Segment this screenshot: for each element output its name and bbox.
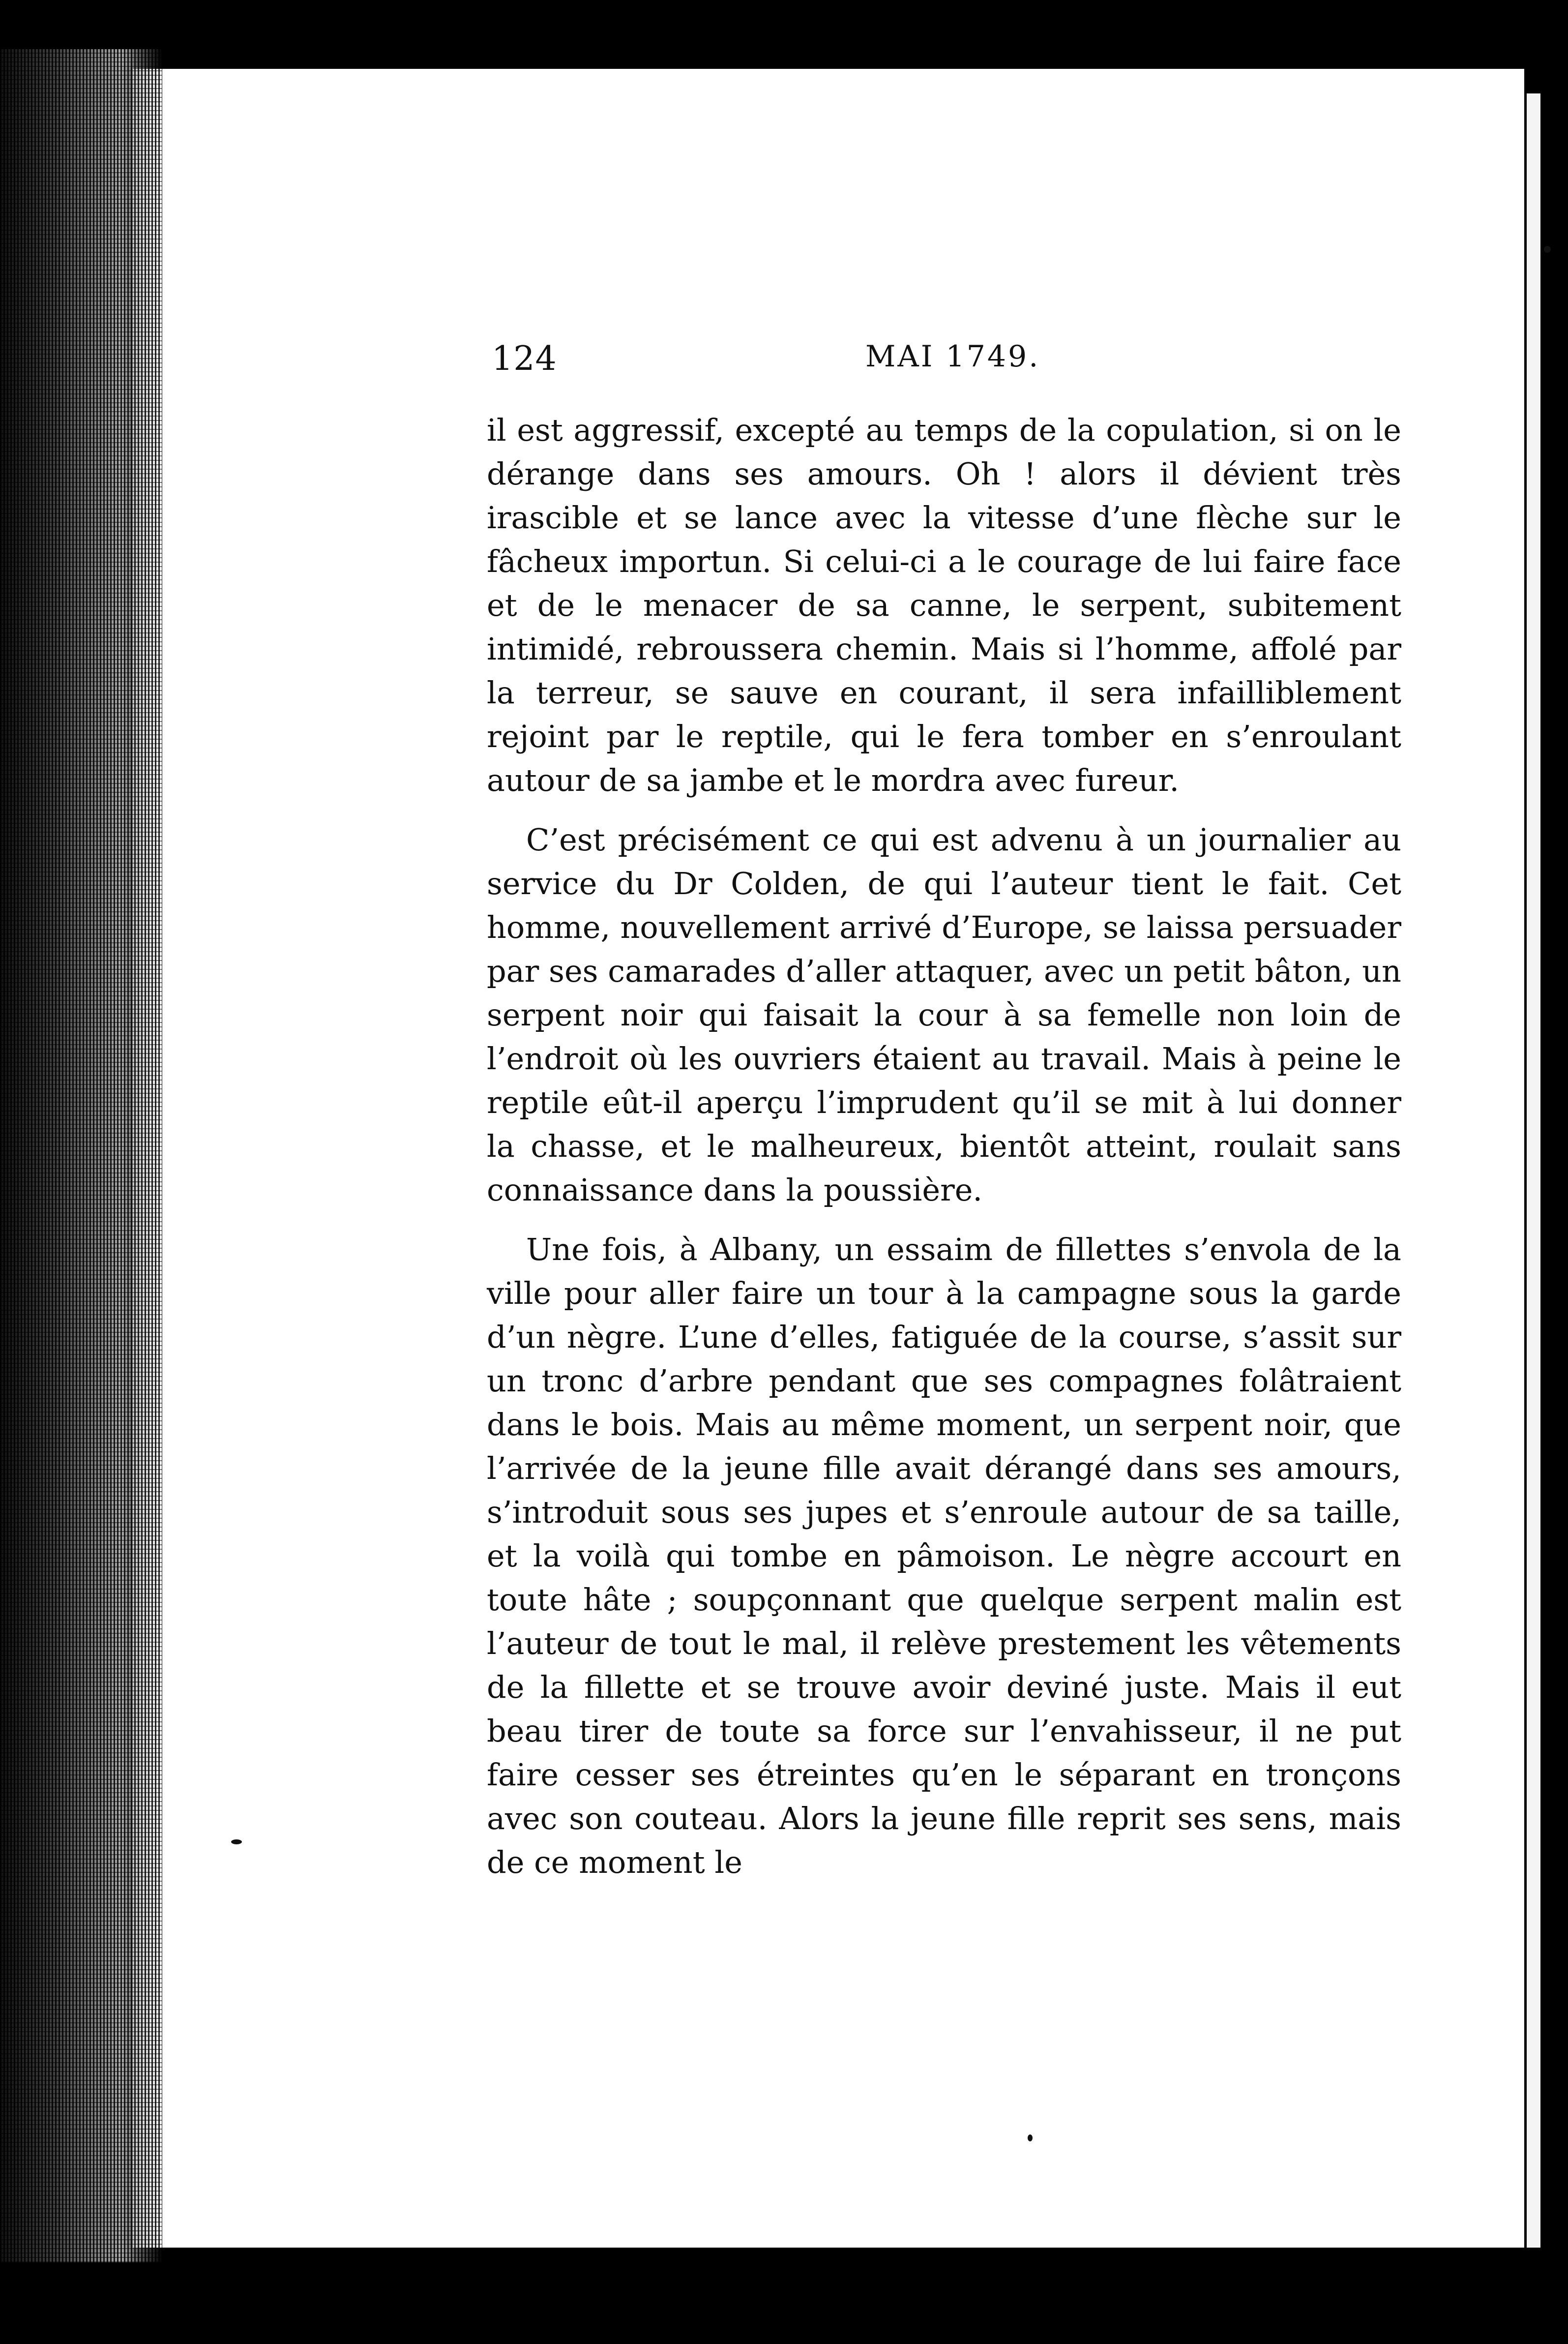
paragraph: Une fois, à Albany, un essaim de fillettes s’envola de la ville pour aller faire un tour à la campagne sous la garde d’un nègre. L’une d’elles, fatiguée de la course, s’assit sur un tronc d’arbre pendant que ses compagnes folâtraient dans le bois. Mais au même moment, un serpent noir, que l’arrivée de la jeune fille avait dérangé dans ses amours, s’introduit sous ses jupes et s’enroule autour de sa taille, et la voilà qui tombe en pâmoison. Le nègre accourt en toute hâte ; soupçonnant que quelque serpent malin est l’auteur de tout le mal, il relève prestement les vêtements de la fillette et se trouve avoir deviné juste. Mais il eut beau tirer de toute sa force sur l’envahisseur, il ne put faire cesser ses étreintes qu’en le séparant en tronçons avec son couteau. Alors la jeune fille reprit ses sens, mais de ce moment le	[487, 1232, 1401, 1880]
ink-speck	[231, 1839, 242, 1844]
page-number: 124	[492, 339, 557, 378]
paragraph: C’est précisément ce qui est advenu à un journalier au service du Dr Colden, de qui l’auteur tient le fait. Cet homme, nouvellement arrivé d’Europe, se laissa persuader par ses camarades d’aller attaquer, avec un petit bâton, un serpent noir qui faisait la cour à sa femelle non loin de l’endroit où les ouvriers étaient au travail. Mais à peine le reptile eût-il aperçu l’imprudent qu’il se mit à lui donner la chasse, et le malheureux, bientôt atteint, roulait sans connaissance dans la poussière.	[487, 822, 1401, 1208]
ink-speck	[1028, 2134, 1033, 2141]
body-text	[487, 408, 1401, 1884]
book-spine-shadow	[0, 49, 162, 2262]
paragraph: il est aggressif, excepté au temps de la copulation, si on le dérange dans ses amours. Oh ! alors il dévient très irascible et se lance avec la vitesse d’une flèche sur le fâcheux importun. Si celui-ci a le courage de lui faire face et de le menacer de sa canne, le serpent, subitement intimidé, rebroussera chemin. Mais si l’homme, affolé par la terreur, se sauve en courant, il sera infailliblement rejoint par le reptile, qui le fera tomber en s’enroulant autour de sa jambe et le mordra avec fureur.	[487, 412, 1401, 798]
page-header	[492, 339, 1475, 393]
ink-speck	[1544, 246, 1551, 253]
running-head: MAI 1749.	[865, 339, 1040, 374]
right-page-margin	[1527, 93, 1540, 2248]
